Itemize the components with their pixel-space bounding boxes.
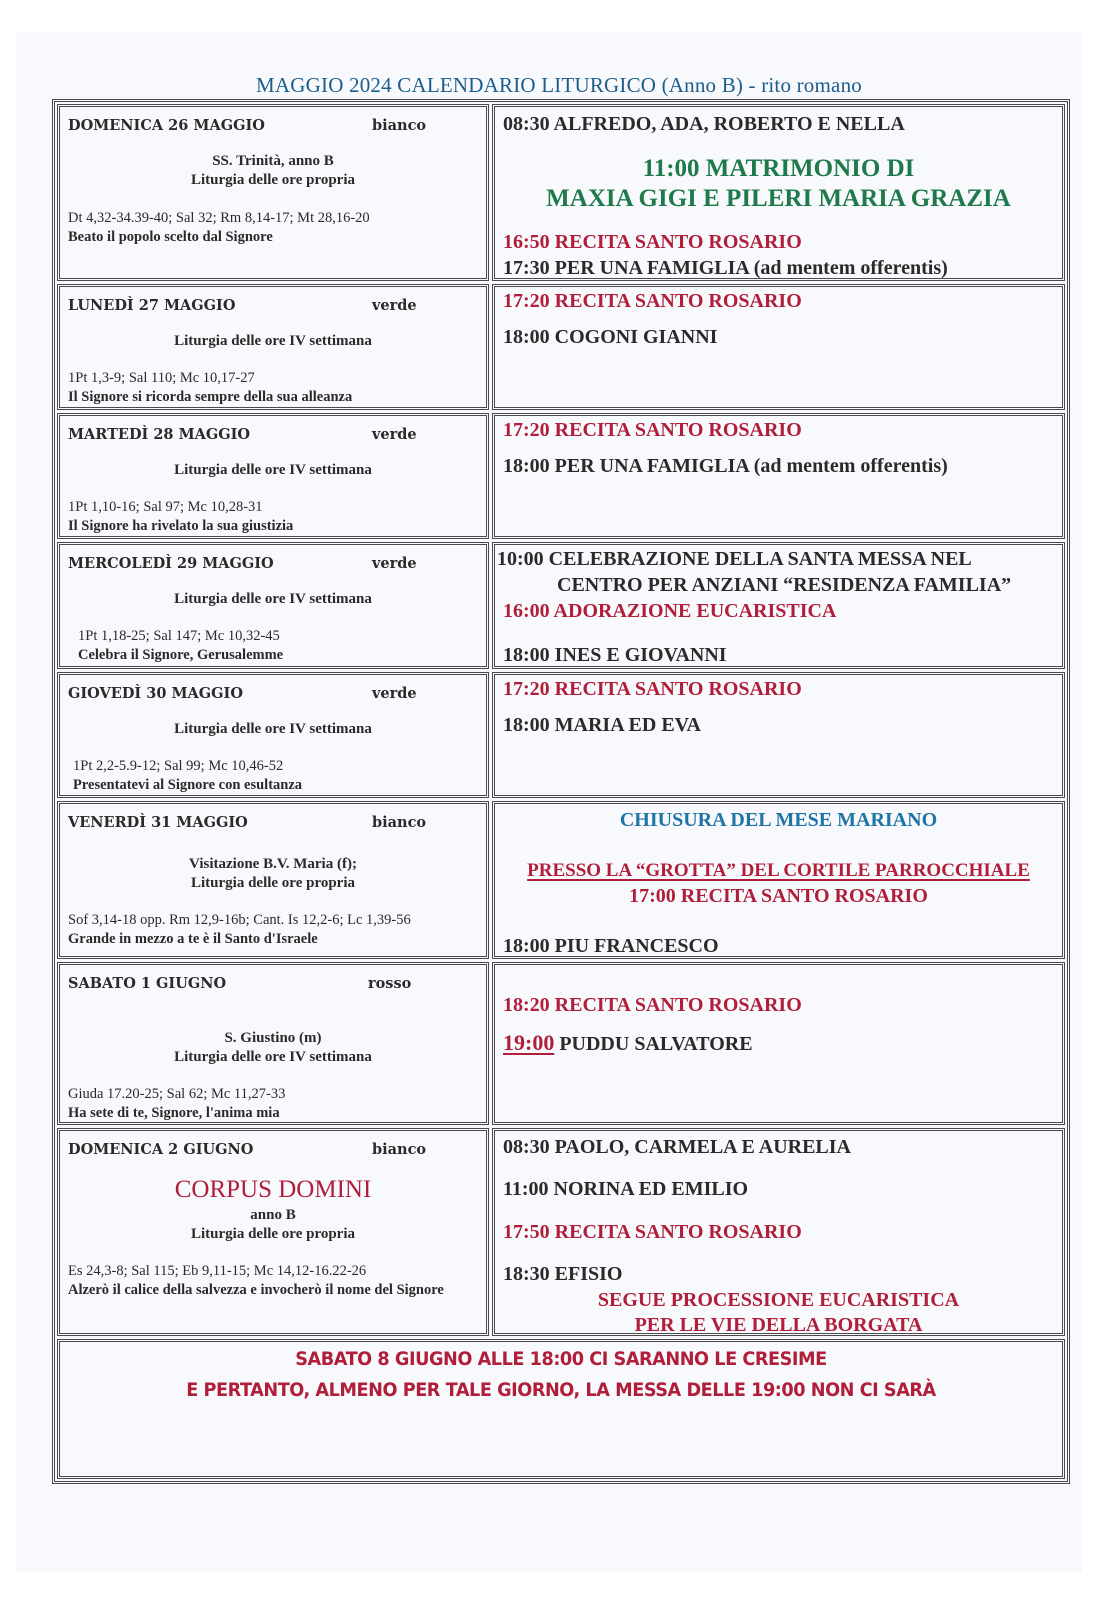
event-adoration: 16:00 ADORAZIONE EUCARISTICA xyxy=(503,600,837,622)
notice-cell xyxy=(57,1339,1065,1479)
day-events-cell xyxy=(492,284,1065,410)
feast-line: Liturgia delle ore propria xyxy=(190,875,356,891)
readings: 1Pt 1,3-9; Sal 110; Mc 10,17-27 xyxy=(68,370,255,386)
event-wedding: MAXIA GIGI E PILERI MARIA GRAZIA xyxy=(546,185,1011,212)
day-label: GIOVEDÌ 30 MAGGIO xyxy=(68,685,243,702)
event: 18:00 INES E GIOVANNI xyxy=(503,644,727,666)
event: 17:30 PER UNA FAMIGLIA (ad mentem offerentis) xyxy=(503,257,948,279)
event: 18:00 PER UNA FAMIGLIA (ad mentem offerentis) xyxy=(503,455,948,477)
event: 11:00 NORINA ED EMILIO xyxy=(503,1178,749,1200)
day-events-cell xyxy=(492,413,1065,539)
event: 18:00 MARIA ED EVA xyxy=(503,714,701,736)
feast-line: Liturgia delle ore IV settimana xyxy=(174,591,372,607)
day-row xyxy=(57,962,1065,1125)
day-label: SABATO 1 GIUGNO xyxy=(68,975,227,992)
day-label: DOMENICA 2 GIUGNO xyxy=(68,1141,254,1158)
event-procession: SEGUE PROCESSIONE EUCARISTICA xyxy=(597,1289,960,1311)
page-title: MAGGIO 2024 CALENDARIO LITURGICO (Anno B) - rito romano xyxy=(256,73,862,97)
event-rosary: 16:50 RECITA SANTO ROSARIO xyxy=(503,231,802,253)
feast-line: Liturgia delle ore IV settimana xyxy=(174,462,372,478)
day-row xyxy=(57,413,1065,539)
event-wedding: 11:00 MATRIMONIO DI xyxy=(642,155,915,182)
psalm-response: Presentatevi al Signore con esultanza xyxy=(73,777,303,793)
day-info-cell xyxy=(57,284,489,410)
day-label: LUNEDÌ 27 MAGGIO xyxy=(68,297,236,314)
notice-row xyxy=(57,1339,1065,1479)
event-rosary: 17:20 RECITA SANTO ROSARIO xyxy=(503,678,802,700)
day-label: MARTEDÌ 28 MAGGIO xyxy=(68,426,251,443)
day-label: VENERDÌ 31 MAGGIO xyxy=(68,814,248,831)
psalm-response: Il Signore ha rivelato la sua giustizia xyxy=(68,518,294,534)
liturgical-color: bianco xyxy=(372,117,427,134)
solemnity-title: CORPUS DOMINI xyxy=(174,1176,372,1203)
day-label: MERCOLEDÌ 29 MAGGIO xyxy=(68,555,274,572)
psalm-response: Celebra il Signore, Gerusalemme xyxy=(78,647,284,663)
readings: 1Pt 2,2-5.9-12; Sal 99; Mc 10,46-52 xyxy=(73,758,284,774)
feast-line: Liturgia delle ore IV settimana xyxy=(174,721,372,737)
event: 18:30 EFISIO xyxy=(503,1263,623,1285)
day-row xyxy=(57,284,1065,410)
feast-line: Visitazione B.V. Maria (f); xyxy=(189,856,357,872)
feast-line: S. Giustino (m) xyxy=(224,1030,322,1046)
liturgical-calendar-table xyxy=(52,99,1070,1484)
event xyxy=(503,1031,1054,1056)
day-events-cell xyxy=(492,962,1065,1125)
day-row xyxy=(57,104,1065,281)
day-info-cell xyxy=(57,672,489,798)
day-events-cell xyxy=(492,1128,1065,1336)
psalm-response: Il Signore si ricorda sempre della sua alleanza xyxy=(68,389,353,405)
feast-line: Liturgia delle ore propria xyxy=(190,1226,356,1242)
readings: Sof 3,14-18 opp. Rm 12,9-16b; Cant. Is 12,2-6; Lc 1,39-56 xyxy=(68,912,411,928)
event-rosary: 18:20 RECITA SANTO ROSARIO xyxy=(503,994,802,1016)
event-procession: PER LE VIE DELLA BORGATA xyxy=(634,1314,923,1336)
feast-line: anno B xyxy=(250,1207,296,1223)
event-rosary: 17:20 RECITA SANTO ROSARIO xyxy=(503,419,802,441)
feast-line: Liturgia delle ore propria xyxy=(190,172,356,188)
liturgical-color: verde xyxy=(372,685,417,702)
psalm-response: Grande in mezzo a te è il Santo d'Israele xyxy=(68,931,318,947)
event: 18:00 COGONI GIANNI xyxy=(503,326,718,348)
liturgical-color: verde xyxy=(372,555,417,572)
day-row xyxy=(57,1128,1065,1336)
notice-line: SABATO 8 GIUGNO ALLE 18:00 CI SARANNO LE CRESIME xyxy=(295,1348,827,1370)
psalm-response: Ha sete di te, Signore, l'anima mia xyxy=(68,1105,280,1121)
day-row xyxy=(57,801,1065,959)
day-label: DOMENICA 26 MAGGIO xyxy=(68,117,265,134)
event: 10:00 CELEBRAZIONE DELLA SANTA MESSA NEL xyxy=(497,548,972,570)
liturgical-color: bianco xyxy=(372,1141,427,1158)
notice-line: E PERTANTO, ALMENO PER TALE GIORNO, LA MESSA DELLE 19:00 NON CI SARÀ xyxy=(186,1379,936,1401)
readings: Es 24,3-8; Sal 115; Eb 9,11-15; Mc 14,12-16.22-26 xyxy=(68,1263,367,1279)
psalm-response: Beato il popolo scelto dal Signore xyxy=(68,229,273,245)
day-events-cell xyxy=(492,104,1065,281)
day-info-cell xyxy=(57,962,489,1125)
day-events-cell xyxy=(492,672,1065,798)
liturgical-color: rosso xyxy=(368,975,412,992)
event: CENTRO PER ANZIANI “RESIDENZA FAMILIA” xyxy=(557,574,1012,596)
day-events-cell xyxy=(492,801,1065,959)
event: 08:30 ALFREDO, ADA, ROBERTO E NELLA xyxy=(503,113,905,135)
liturgical-color: bianco xyxy=(372,814,427,831)
readings: Dt 4,32-34.39-40; Sal 32; Rm 8,14-17; Mt 28,16-20 xyxy=(68,210,370,226)
day-info-cell xyxy=(57,104,489,281)
liturgical-color: verde xyxy=(372,297,417,314)
event-rosary: 17:20 RECITA SANTO ROSARIO xyxy=(503,290,802,312)
event-location xyxy=(503,859,1054,883)
event-rosary: 17:00 RECITA SANTO ROSARIO xyxy=(629,885,928,907)
day-info-cell xyxy=(57,1128,489,1336)
day-info-cell xyxy=(57,801,489,959)
feast-line: Liturgia delle ore IV settimana xyxy=(174,333,372,349)
psalm-response: Alzerò il calice della salvezza e invocherò il nome del Signore xyxy=(68,1282,444,1298)
event-intention: PUDDU SALVATORE xyxy=(559,1033,753,1055)
readings: 1Pt 1,10-16; Sal 97; Mc 10,28-31 xyxy=(68,499,263,515)
event: 08:30 PAOLO, CARMELA E AURELIA xyxy=(503,1136,851,1158)
liturgical-color: verde xyxy=(372,426,417,443)
day-row xyxy=(57,672,1065,798)
feast-line: SS. Trinità, anno B xyxy=(212,153,334,169)
event: 18:00 PIU FRANCESCO xyxy=(503,935,719,957)
day-info-cell xyxy=(57,413,489,539)
day-info-cell xyxy=(57,542,489,669)
event-rosary: 17:50 RECITA SANTO ROSARIO xyxy=(503,1221,802,1243)
day-row xyxy=(57,542,1065,669)
location-underlined: PRESSO LA “GROTTA” DEL CORTILE PARROCCHIALE xyxy=(527,860,1030,881)
day-events-cell xyxy=(492,542,1065,669)
event-marian-closing: CHIUSURA DEL MESE MARIANO xyxy=(619,809,938,831)
readings: Giuda 17.20-25; Sal 62; Mc 11,27-33 xyxy=(68,1086,286,1102)
event-time-highlight: 19:00 xyxy=(503,1030,555,1055)
feast-line: Liturgia delle ore IV settimana xyxy=(174,1049,372,1065)
readings: 1Pt 1,18-25; Sal 147; Mc 10,32-45 xyxy=(78,628,280,644)
